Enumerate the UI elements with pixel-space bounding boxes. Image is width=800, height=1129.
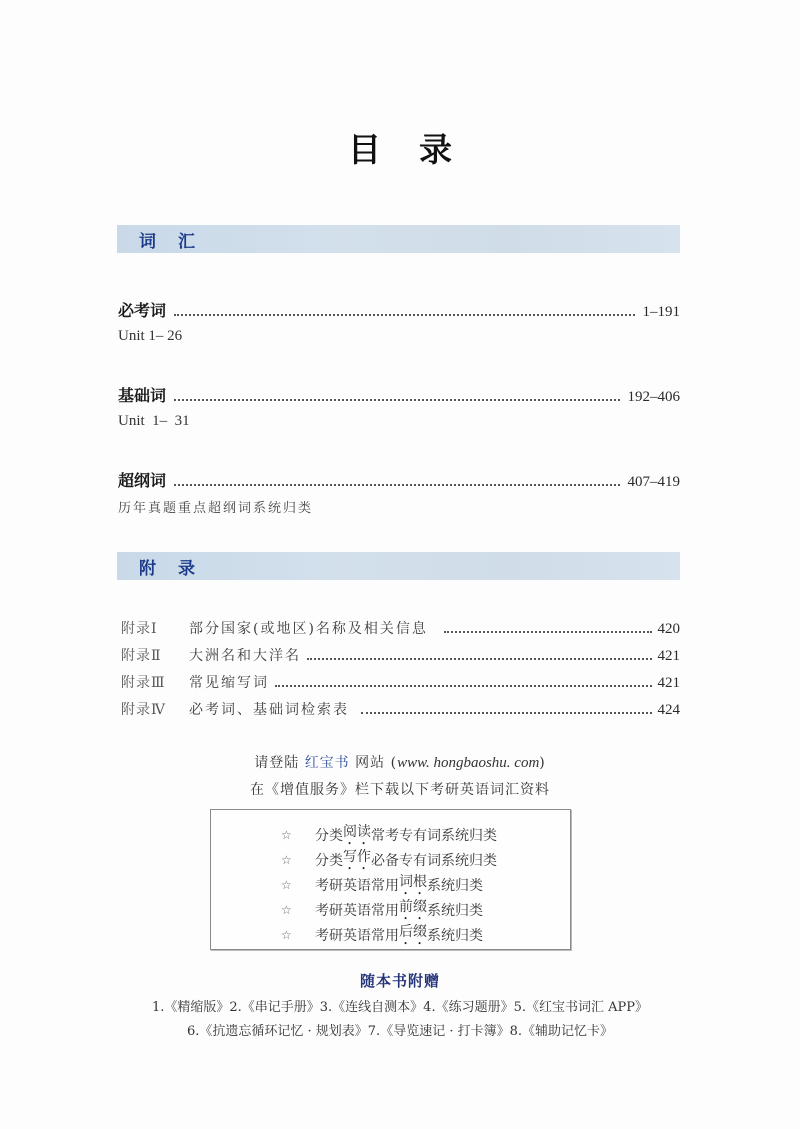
page-range: 407–419 — [627, 474, 680, 490]
star-icon: ☆ — [281, 827, 292, 842]
star-icon: ☆ — [281, 852, 292, 867]
toc-subtitle: 历年真题重点超纲词系统归类 — [118, 501, 314, 516]
resource-text: 考研英语常用 — [315, 877, 399, 894]
appendix-entry-3[interactable] — [121, 672, 680, 692]
resource-item — [281, 821, 497, 848]
appendix-entry-2[interactable] — [121, 645, 680, 665]
notice-suffix: ) — [539, 755, 546, 771]
appendix-entry-1[interactable] — [121, 618, 680, 638]
resource-list-box — [210, 809, 571, 950]
website-url[interactable]: www. hongbaoshu. com — [397, 755, 540, 771]
dot-leader — [174, 399, 619, 401]
resource-text: 考研英语常用 — [315, 927, 399, 944]
gifts-line-1: 1.《精缩版》2.《串记手册》3.《连线自测本》4.《练习题册》5.《红宝书词汇 APP》 — [151, 1000, 649, 1015]
notice-prefix: 请登陆 — [254, 755, 305, 771]
page-number: 421 — [657, 675, 680, 691]
resource-text: 考研英语常用 — [315, 902, 399, 919]
dot-leader — [174, 314, 634, 316]
page-number: 421 — [657, 648, 680, 664]
appendix-entry-4[interactable] — [121, 699, 680, 719]
notice-mid: 网站 ( — [349, 755, 398, 771]
toc-subtitle: Unit 1– 26 — [118, 328, 183, 344]
appendix-number: 附录Ⅳ — [121, 702, 166, 718]
entry-title: 必考词 — [118, 301, 167, 320]
star-icon: ☆ — [281, 927, 292, 942]
resource-text: 分类 — [315, 852, 343, 869]
dot-leader — [444, 631, 652, 633]
section-header-vocabulary — [117, 225, 680, 253]
page-range: 192–406 — [627, 389, 680, 405]
gifts-line-2: 6.《抗遗忘循环记忆 · 规划表》7.《导览速记 · 打卡簿》8.《辅助记忆卡》 — [186, 1024, 613, 1039]
toc-entry-required-words[interactable] — [118, 298, 680, 321]
resource-item — [281, 871, 483, 898]
appendix-number: 附录Ⅲ — [121, 675, 166, 691]
brand-name: 红宝书 — [304, 755, 350, 771]
download-notice: 在《增值服务》栏下载以下考研英语词汇资料 — [250, 782, 550, 798]
toc-entry-basic-words[interactable] — [118, 383, 680, 406]
resource-text: 常考专有词系统归类 — [371, 827, 497, 844]
appendix-number: 附录Ⅱ — [121, 648, 162, 664]
resource-text: 系统归类 — [427, 927, 483, 944]
page-title: 目录 — [348, 130, 490, 169]
toc-subtitle: Unit 1– 31 — [118, 413, 190, 429]
entry-title: 超纲词 — [118, 471, 167, 490]
resource-emphasis: 前缀 — [399, 899, 427, 915]
star-icon: ☆ — [281, 877, 292, 892]
appendix-title: 大洲名和大洋名 — [189, 648, 301, 664]
appendix-title: 必考词、基础词检索表 — [189, 702, 349, 718]
resource-text: 分类 — [315, 827, 343, 844]
appendix-title: 常见缩写词 — [189, 675, 269, 691]
gifts-title: 随本书附赠 — [359, 972, 440, 990]
page-number: 424 — [657, 702, 680, 718]
dot-leader — [361, 712, 652, 714]
resource-emphasis: 写作 — [343, 849, 371, 865]
star-icon: ☆ — [281, 902, 292, 917]
resource-text: 必备专有词系统归类 — [371, 852, 497, 869]
dot-leader — [307, 658, 652, 660]
section-header-appendix — [117, 552, 680, 580]
section-label: 附录 — [139, 558, 217, 579]
page-range: 1–191 — [642, 304, 680, 320]
resource-emphasis: 后缀 — [399, 924, 427, 940]
resource-item — [281, 846, 497, 873]
toc-entry-beyond-syllabus-words[interactable] — [118, 468, 680, 491]
dot-leader — [174, 484, 619, 486]
appendix-title: 部分国家(或地区)名称及相关信息 — [189, 621, 428, 637]
resource-text: 系统归类 — [427, 877, 483, 894]
section-label: 词汇 — [139, 231, 217, 252]
page-number: 420 — [657, 621, 680, 637]
entry-title: 基础词 — [118, 386, 167, 405]
resource-item — [281, 896, 483, 923]
resource-item — [281, 921, 483, 948]
website-notice — [0, 752, 800, 772]
appendix-number: 附录Ⅰ — [121, 621, 158, 637]
resource-emphasis: 阅读 — [343, 824, 371, 840]
resource-text: 系统归类 — [427, 902, 483, 919]
resource-emphasis: 词根 — [399, 874, 427, 890]
dot-leader — [275, 685, 652, 687]
